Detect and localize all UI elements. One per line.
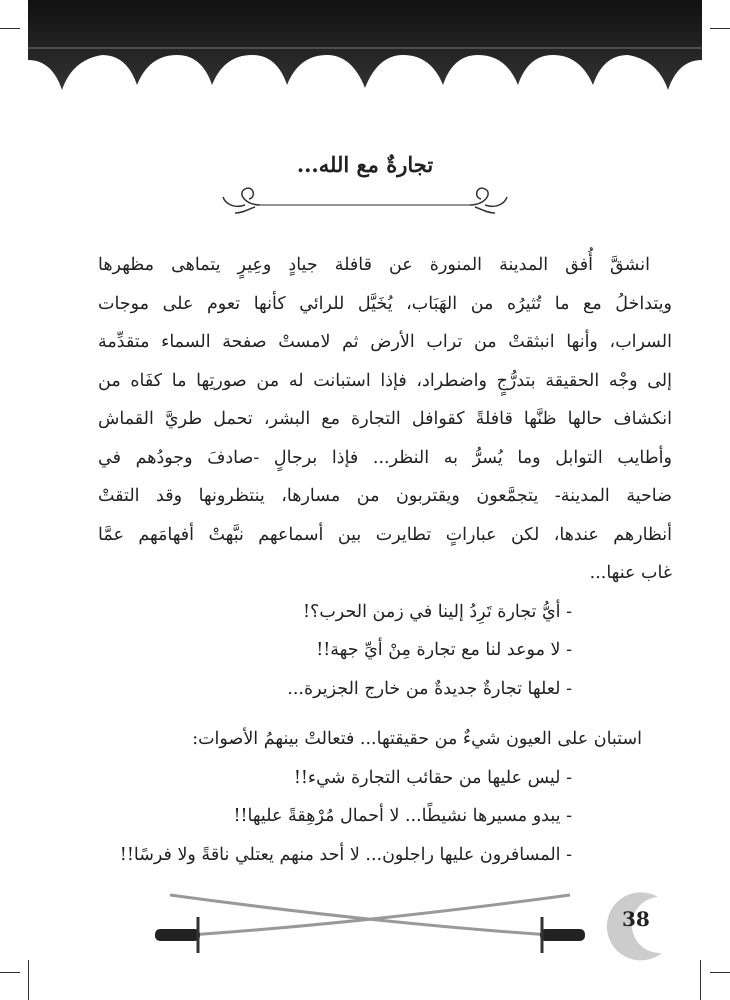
decorative-top-border (28, 0, 702, 95)
body-line: إلى وجْه الحقيقة بتدرُّجٍ واضطراد، فإذا استبانت له من صورتِها ما كفَاه من (98, 370, 672, 391)
crop-mark (28, 960, 29, 1000)
body-line: استبان على العيون شيءٌ من حقيقتها... فتعالتْ بينهمُ الأصوات: (192, 729, 642, 749)
body-line: غاب عنها... (589, 563, 672, 583)
crop-mark (0, 28, 20, 29)
chapter-title: تجارةٌ مع الله... (296, 152, 434, 177)
body-line: أنظارهم عندها، لكن عباراتٍ تطايرت بين أسماعهم نبَّهتْ أفهامَهم عمَّا (98, 524, 672, 545)
title-ornament (215, 183, 515, 219)
page-number-badge (600, 885, 680, 965)
dialogue-line: - المسافرون عليها راجلون... لا أحد منهم يعتلي ناقةً ولا فرسًا!! (119, 844, 572, 865)
crop-mark (700, 960, 701, 1000)
body-line: ويتداخلُ مع ما تُثيرُه من الهَبَاب، يُخَيَّل للرائي كأنها تعوم على موجات (98, 293, 672, 314)
crop-mark (0, 972, 20, 973)
body-line: انشقَّ أُفق المدينة المنورة عن قافلة جيادٍ وعِيرٍ يتماهى مظهرها (98, 255, 650, 275)
dialogue-line: - أيُّ تجارة تَرِدُ إلينا في زمن الحرب؟! (303, 601, 572, 622)
body-line: وأطايب التوابل وما يُسرُّ به النظر... فإذا برجالٍ -صادفَ وجودُهم في (98, 447, 672, 468)
dialogue-line: - ليس عليها من حقائب التجارة شيء!! (293, 767, 572, 788)
dialogue-line: - لا موعد لنا مع تجارة مِنْ أيِّ جهة!! (316, 640, 572, 660)
dialogue-line: - لعلها تجارةٌ جديدةٌ من خارج الجزيرة... (287, 678, 572, 699)
crop-mark (710, 28, 730, 29)
dialogue-line: - يبدو مسيرها نشيطًا... لا أحمال مُرْهِقةً عليها!! (233, 806, 572, 826)
crop-mark (710, 972, 730, 973)
crossed-swords-ornament (150, 885, 590, 965)
body-line: انكشاف حالها ظنَّها قافلةً كقوافل التجارة مع البشر، تحمل طريَّ القماش (98, 409, 672, 429)
body-line: السراب، وأنها انبثقتْ من تراب الأرض ثم لامستْ صفحة السماء متقدِّمة (98, 332, 672, 352)
page-body (98, 246, 672, 874)
page-number: 38 (622, 907, 650, 931)
body-line: ضاحية المدينة- يتجمَّعون ويقتربون من مسارها، ينتظرونها وقد التقتْ (98, 486, 672, 506)
